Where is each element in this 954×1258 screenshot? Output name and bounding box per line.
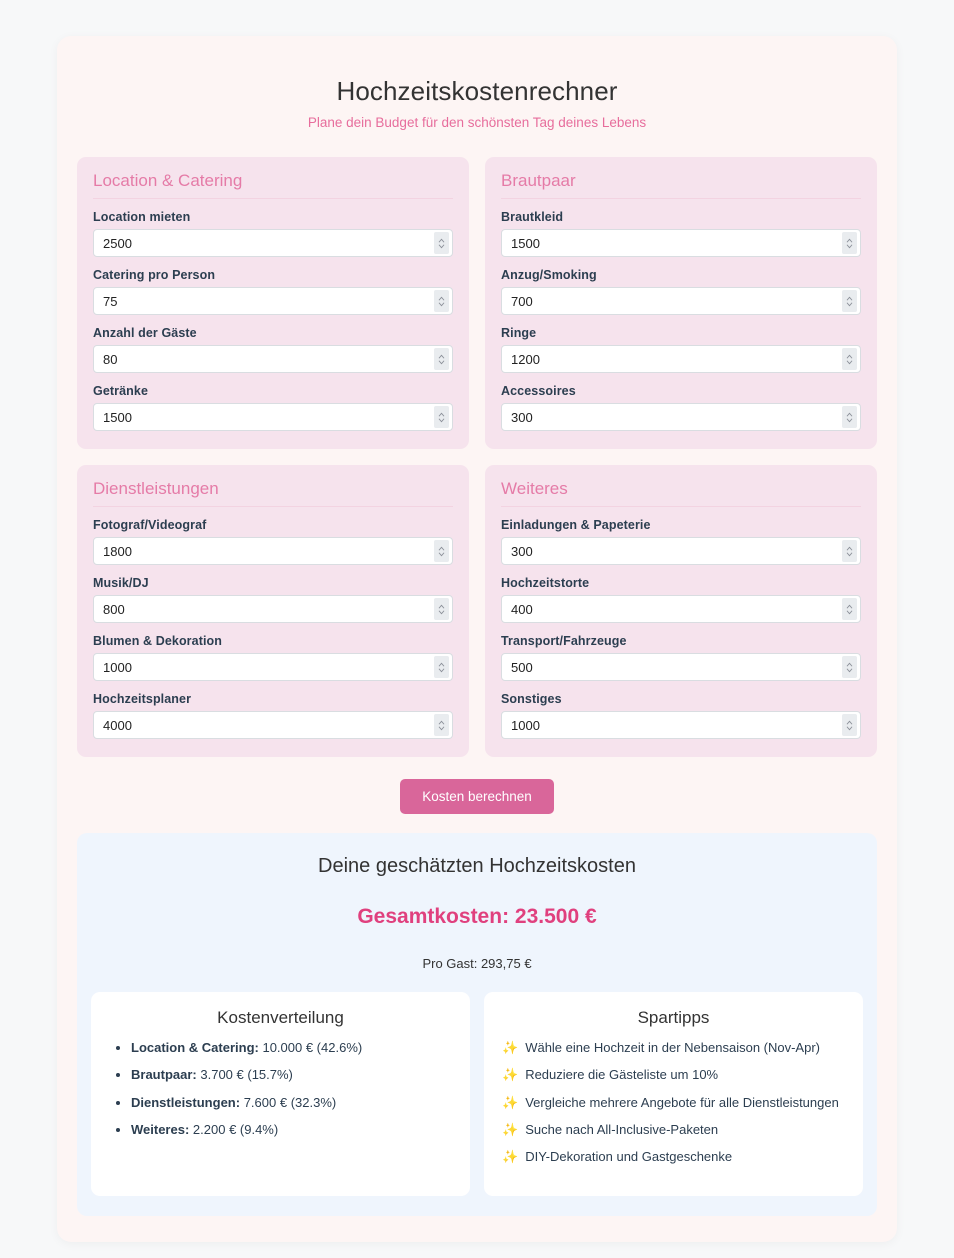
saving-tip-item bbox=[502, 1149, 845, 1165]
number-input-wrapper bbox=[93, 537, 453, 565]
field-label: Sonstiges bbox=[501, 692, 562, 706]
saving-tip-text: Vergleiche mehrere Angebote für alle Dienstleistungen bbox=[525, 1094, 839, 1110]
stepper-arrows-icon[interactable] bbox=[842, 540, 857, 562]
saving-tip-item bbox=[502, 1122, 845, 1138]
saving-tip-text: Suche nach All-Inclusive-Paketen bbox=[525, 1121, 719, 1137]
stepper-arrows-icon[interactable] bbox=[842, 656, 857, 678]
results-panels bbox=[91, 992, 863, 1196]
stepper-arrows-icon[interactable] bbox=[842, 232, 857, 254]
number-input[interactable] bbox=[93, 403, 453, 431]
number-input-wrapper bbox=[93, 595, 453, 623]
number-input-wrapper bbox=[93, 345, 453, 373]
form-field bbox=[93, 634, 453, 681]
results-panel bbox=[77, 833, 877, 1216]
stepper-arrows-icon[interactable] bbox=[434, 290, 449, 312]
form-field bbox=[93, 384, 453, 431]
category-title: Brautpaar bbox=[501, 171, 861, 199]
number-input-wrapper bbox=[93, 229, 453, 257]
field-label: Anzug/Smoking bbox=[501, 268, 597, 282]
number-input[interactable] bbox=[93, 653, 453, 681]
number-input-wrapper bbox=[93, 403, 453, 431]
total-cost-value: Gesamtkosten: 23.500 € bbox=[357, 905, 597, 928]
number-input-wrapper bbox=[501, 537, 861, 565]
page-title: Hochzeitskostenrechner bbox=[336, 76, 618, 106]
stepper-arrows-icon[interactable] bbox=[842, 348, 857, 370]
breakdown-item bbox=[131, 1067, 452, 1083]
stepper-arrows-icon[interactable] bbox=[434, 714, 449, 736]
field-label: Blumen & Dekoration bbox=[93, 634, 222, 648]
form-field bbox=[501, 692, 861, 739]
breakdown-item-amount: 10.000 € (42.6%) bbox=[262, 1040, 363, 1055]
calculate-costs-button[interactable]: Kosten berechnen bbox=[400, 779, 554, 814]
form-field bbox=[501, 210, 861, 257]
category-card bbox=[77, 465, 469, 757]
form-field bbox=[501, 384, 861, 431]
number-input-wrapper bbox=[501, 595, 861, 623]
saving-tips-title: Spartipps bbox=[637, 1008, 710, 1027]
form-field bbox=[501, 634, 861, 681]
sparkles-icon: ✨ bbox=[502, 1094, 519, 1110]
breakdown-item-label: Weiteres: bbox=[131, 1121, 190, 1137]
form-field bbox=[501, 576, 861, 623]
field-label: Hochzeitstorte bbox=[501, 576, 590, 590]
field-label: Anzahl der Gäste bbox=[93, 326, 197, 340]
number-input[interactable] bbox=[501, 345, 861, 373]
category-card bbox=[77, 157, 469, 449]
breakdown-item bbox=[131, 1040, 452, 1056]
sparkles-icon: ✨ bbox=[502, 1067, 519, 1083]
number-input[interactable] bbox=[93, 229, 453, 257]
field-label: Transport/Fahrzeuge bbox=[501, 634, 627, 648]
breakdown-item-amount: 2.200 € (9.4%) bbox=[192, 1121, 279, 1137]
field-label: Accessoires bbox=[501, 384, 576, 398]
saving-tip-text: Wähle eine Hochzeit in der Nebensaison (Nov-Apr) bbox=[525, 1040, 820, 1055]
number-input[interactable] bbox=[93, 287, 453, 315]
saving-tip-text: DIY-Dekoration und Gastgeschenke bbox=[525, 1149, 733, 1164]
form-field bbox=[93, 268, 453, 315]
number-input-wrapper bbox=[501, 653, 861, 681]
stepper-arrows-icon[interactable] bbox=[434, 232, 449, 254]
calculate-row bbox=[77, 779, 877, 814]
stepper-arrows-icon[interactable] bbox=[434, 348, 449, 370]
number-input[interactable] bbox=[501, 653, 861, 681]
stepper-arrows-icon[interactable] bbox=[842, 598, 857, 620]
stepper-arrows-icon[interactable] bbox=[842, 406, 857, 428]
number-input-wrapper bbox=[501, 711, 861, 739]
field-label: Ringe bbox=[501, 326, 537, 340]
category-title: Location & Catering bbox=[93, 171, 453, 199]
breakdown-item-label: Brautpaar: bbox=[131, 1067, 197, 1083]
number-input[interactable] bbox=[93, 711, 453, 739]
number-input-wrapper bbox=[501, 229, 861, 257]
saving-tips-panel bbox=[484, 992, 863, 1196]
stepper-arrows-icon[interactable] bbox=[434, 656, 449, 678]
saving-tips-list bbox=[502, 1040, 845, 1165]
page-subtitle: Plane dein Budget für den schönsten Tag deines Lebens bbox=[307, 115, 647, 130]
field-label: Location mieten bbox=[93, 210, 191, 224]
category-title: Weiteres bbox=[501, 479, 861, 507]
form-field bbox=[501, 518, 861, 565]
stepper-arrows-icon[interactable] bbox=[434, 540, 449, 562]
form-field bbox=[93, 576, 453, 623]
number-input[interactable] bbox=[501, 711, 861, 739]
category-title: Dienstleistungen bbox=[93, 479, 453, 507]
number-input[interactable] bbox=[501, 595, 861, 623]
wedding-cost-calculator-container bbox=[57, 36, 897, 1242]
saving-tip-item bbox=[502, 1040, 845, 1056]
sparkles-icon: ✨ bbox=[502, 1040, 519, 1055]
field-label: Fotograf/Videograf bbox=[93, 518, 207, 532]
number-input[interactable] bbox=[93, 595, 453, 623]
category-card bbox=[485, 465, 877, 757]
stepper-arrows-icon[interactable] bbox=[434, 406, 449, 428]
per-guest-value: Pro Gast: 293,75 € bbox=[422, 956, 532, 971]
number-input-wrapper bbox=[501, 403, 861, 431]
form-field bbox=[501, 268, 861, 315]
field-label: Hochzeitsplaner bbox=[93, 692, 192, 706]
number-input-wrapper bbox=[93, 653, 453, 681]
cost-breakdown-title: Kostenverteilung bbox=[217, 1008, 344, 1027]
cost-breakdown-panel bbox=[91, 992, 470, 1196]
sparkles-icon: ✨ bbox=[502, 1121, 519, 1137]
form-field bbox=[501, 326, 861, 373]
field-label: Einladungen & Papeterie bbox=[501, 518, 651, 532]
breakdown-item bbox=[131, 1095, 452, 1111]
breakdown-item-amount: 7.600 € (32.3%) bbox=[243, 1094, 337, 1110]
breakdown-item-label: Dienstleistungen: bbox=[131, 1094, 241, 1110]
breakdown-item-label: Location & Catering: bbox=[131, 1040, 259, 1055]
field-label: Catering pro Person bbox=[93, 268, 216, 282]
results-title: Deine geschätzten Hochzeitskosten bbox=[318, 855, 636, 877]
saving-tip-text: Reduziere die Gästeliste um 10% bbox=[525, 1067, 719, 1083]
category-card bbox=[485, 157, 877, 449]
breakdown-item-amount: 3.700 € (15.7%) bbox=[200, 1067, 293, 1083]
stepper-arrows-icon[interactable] bbox=[842, 290, 857, 312]
form-field bbox=[93, 518, 453, 565]
category-cards-grid bbox=[77, 157, 877, 757]
form-field bbox=[93, 326, 453, 373]
number-input[interactable] bbox=[501, 287, 861, 315]
number-input-wrapper bbox=[501, 345, 861, 373]
number-input-wrapper bbox=[501, 287, 861, 315]
stepper-arrows-icon[interactable] bbox=[434, 598, 449, 620]
sparkles-icon: ✨ bbox=[502, 1149, 519, 1164]
number-input[interactable] bbox=[501, 229, 861, 257]
number-input[interactable] bbox=[93, 537, 453, 565]
form-field bbox=[93, 692, 453, 739]
cost-breakdown-list bbox=[109, 1040, 452, 1138]
number-input[interactable] bbox=[501, 537, 861, 565]
field-label: Getränke bbox=[93, 384, 148, 398]
saving-tip-item bbox=[502, 1095, 845, 1111]
field-label: Brautkleid bbox=[501, 210, 564, 224]
form-field bbox=[93, 210, 453, 257]
stepper-arrows-icon[interactable] bbox=[842, 714, 857, 736]
breakdown-item bbox=[131, 1122, 452, 1138]
saving-tip-item bbox=[502, 1067, 845, 1083]
number-input-wrapper bbox=[93, 287, 453, 315]
number-input[interactable] bbox=[501, 403, 861, 431]
field-label: Musik/DJ bbox=[93, 576, 149, 590]
number-input-wrapper bbox=[93, 711, 453, 739]
number-input[interactable] bbox=[93, 345, 453, 373]
